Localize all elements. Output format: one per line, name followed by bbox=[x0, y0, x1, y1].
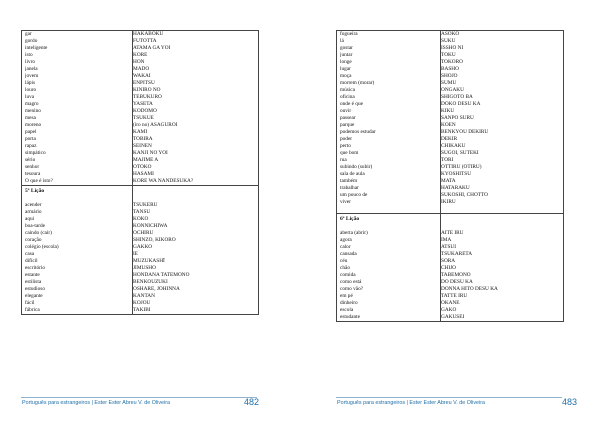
portuguese-term: casa bbox=[25, 251, 35, 257]
portuguese-term: armário bbox=[25, 209, 42, 215]
vocabulary-row bbox=[340, 178, 563, 185]
vocabulary-row bbox=[25, 300, 258, 307]
portuguese-term: como está bbox=[340, 279, 362, 285]
japanese-term: ENPITSU bbox=[133, 80, 155, 86]
japanese-term: OCHIRU bbox=[133, 230, 154, 236]
vocabulary-row bbox=[340, 286, 563, 293]
japanese-term: ATAMA GA YOI bbox=[133, 45, 171, 51]
japanese-term: GAKŌ bbox=[441, 307, 457, 313]
portuguese-term: em pé bbox=[340, 293, 353, 299]
japanese-term: IKIRU bbox=[441, 199, 456, 205]
japanese-term: TATTE IRU bbox=[441, 293, 468, 299]
portuguese-term: gostar bbox=[340, 45, 353, 51]
portuguese-term: simpático bbox=[25, 150, 46, 156]
vocabulary-row bbox=[25, 122, 258, 129]
vocabulary-row bbox=[340, 251, 563, 258]
japanese-term: ONGAKU bbox=[441, 87, 464, 93]
japanese-term: SORA bbox=[441, 258, 456, 264]
vocabulary-rows bbox=[337, 31, 563, 206]
portuguese-term: morrem (morar) bbox=[340, 80, 375, 86]
japanese-term: BENKOUZUKI bbox=[133, 279, 168, 285]
portuguese-term: luva bbox=[25, 94, 35, 100]
japanese-term: KODOMO bbox=[133, 108, 157, 114]
portuguese-term: sério bbox=[25, 157, 36, 163]
portuguese-term: coração bbox=[25, 237, 42, 243]
japanese-term: KAMI bbox=[133, 129, 148, 135]
vocabulary-row bbox=[340, 101, 563, 108]
vocabulary-rows bbox=[337, 230, 563, 321]
japanese-term: MATA bbox=[441, 178, 456, 184]
vocabulary-row bbox=[340, 307, 563, 314]
vocabulary-row bbox=[340, 192, 563, 199]
japanese-term: TŌRI bbox=[441, 157, 454, 163]
portuguese-term: estante bbox=[25, 272, 40, 278]
vocabulary-row bbox=[340, 122, 563, 129]
japanese-term: KORE WA NANDESUKA? bbox=[133, 178, 194, 184]
japanese-term: AITE IRU bbox=[441, 230, 464, 236]
vocabulary-row bbox=[25, 171, 258, 178]
vocabulary-row bbox=[25, 38, 258, 45]
vocabulary-block-continued bbox=[22, 31, 258, 185]
vocabulary-row bbox=[340, 38, 563, 45]
vocabulary-row bbox=[25, 129, 258, 136]
vocabulary-row bbox=[340, 199, 563, 206]
vocabulary-row bbox=[340, 272, 563, 279]
lesson-5-section bbox=[22, 186, 258, 314]
vocabulary-row bbox=[25, 265, 258, 272]
portuguese-term: lá bbox=[340, 38, 344, 44]
vocabulary-row bbox=[25, 251, 258, 258]
portuguese-term: fábrica bbox=[25, 307, 40, 313]
portuguese-term: chão bbox=[340, 265, 350, 271]
portuguese-term: juntar bbox=[340, 52, 353, 58]
vocabulary-row bbox=[340, 129, 563, 136]
portuguese-term: música bbox=[340, 87, 356, 93]
spacer-row bbox=[22, 195, 258, 202]
vocabulary-row bbox=[25, 272, 258, 279]
japanese-term: TSUKUE bbox=[133, 115, 154, 121]
portuguese-term: lápis bbox=[25, 80, 36, 86]
column-divider bbox=[440, 31, 441, 213]
portuguese-term: isto bbox=[25, 52, 33, 58]
japanese-term: TAKIBI bbox=[133, 307, 151, 313]
japanese-term: SHINZŌ, KIKORO bbox=[133, 237, 176, 243]
japanese-term: JIMUSHO bbox=[133, 265, 156, 271]
portuguese-term: moreno bbox=[25, 122, 42, 128]
portuguese-term: que bom bbox=[340, 150, 359, 156]
vocabulary-row bbox=[25, 216, 258, 223]
vocabulary-row bbox=[340, 143, 563, 150]
column-divider bbox=[132, 31, 133, 185]
portuguese-term: poder bbox=[340, 136, 353, 142]
vocabulary-row bbox=[340, 108, 563, 115]
vocabulary-row bbox=[25, 286, 258, 293]
portuguese-term: O que é isto? bbox=[25, 178, 53, 184]
portuguese-term: elegante bbox=[25, 293, 43, 299]
portuguese-term: colégio (escola) bbox=[25, 244, 59, 250]
japanese-term: ASOKO bbox=[441, 31, 460, 37]
portuguese-term: lugar bbox=[340, 66, 351, 72]
lesson-title: 6ª Lição bbox=[340, 216, 360, 222]
portuguese-term: porta bbox=[25, 136, 36, 142]
vocabulary-row bbox=[25, 244, 258, 251]
portuguese-term: aberta (abrir) bbox=[340, 230, 368, 236]
vocabulary-row bbox=[340, 164, 563, 171]
portuguese-term: fácil bbox=[25, 300, 35, 306]
page-number: 482 bbox=[244, 397, 260, 407]
portuguese-term: rapaz bbox=[25, 143, 37, 149]
vocabulary-row bbox=[25, 45, 258, 52]
portuguese-term: magro bbox=[25, 101, 39, 107]
japanese-term: MUZUKASHĪ bbox=[133, 258, 165, 264]
vocabulary-row bbox=[340, 150, 563, 157]
vocabulary-row bbox=[25, 279, 258, 286]
japanese-term: KANJI NO YOI bbox=[133, 150, 168, 156]
spacer-row bbox=[337, 206, 563, 213]
column-divider bbox=[440, 214, 441, 321]
vocabulary-rows bbox=[22, 202, 258, 314]
portuguese-term: longe bbox=[340, 59, 352, 65]
vocabulary-row bbox=[25, 157, 258, 164]
vocabulary-row bbox=[25, 143, 258, 150]
japanese-term: OTOKO bbox=[133, 164, 152, 170]
vocabulary-rows bbox=[22, 31, 258, 185]
vocabulary-row bbox=[340, 314, 563, 321]
vocabulary-row bbox=[340, 244, 563, 251]
portuguese-term: acender bbox=[25, 202, 42, 208]
japanese-term: KOEN bbox=[441, 122, 456, 128]
japanese-term: KOKO bbox=[133, 216, 149, 222]
vocabulary-row bbox=[340, 185, 563, 192]
vocabulary-block-continued bbox=[337, 31, 563, 213]
japanese-term: KONNICHIWA bbox=[133, 223, 168, 229]
japanese-term: IE bbox=[133, 251, 138, 257]
portuguese-term: mesa bbox=[25, 115, 36, 121]
portuguese-term: também bbox=[340, 178, 358, 184]
portuguese-term: escola bbox=[340, 307, 354, 313]
portuguese-term: gar bbox=[25, 31, 32, 37]
japanese-term: GAKUSEI bbox=[441, 314, 465, 320]
japanese-term: SUMU bbox=[441, 80, 457, 86]
footer-rule bbox=[21, 397, 257, 398]
japanese-term: TABEMONO bbox=[441, 272, 471, 278]
portuguese-term: jovem bbox=[25, 73, 39, 79]
portuguese-term: difícil bbox=[25, 258, 38, 264]
portuguese-term: subindo (subir) bbox=[340, 164, 373, 170]
portuguese-term: viver bbox=[340, 199, 351, 205]
vocabulary-row bbox=[340, 258, 563, 265]
portuguese-term: cansada bbox=[340, 251, 357, 257]
vocabulary-row bbox=[25, 223, 258, 230]
japanese-term: DŌ DESU KA bbox=[441, 279, 473, 285]
japanese-term: BENKYOU DEKIRU bbox=[441, 129, 489, 135]
japanese-term: DEKIR bbox=[441, 136, 458, 142]
vocabulary-row bbox=[25, 108, 258, 115]
vocabulary-row bbox=[25, 115, 258, 122]
japanese-term: TOBIRA bbox=[133, 136, 153, 142]
japanese-term: SUGOI, SUTEKI bbox=[441, 150, 479, 156]
japanese-term: TSUKERU bbox=[133, 202, 158, 208]
lesson-6-section bbox=[337, 214, 563, 321]
portuguese-term: como vão? bbox=[340, 286, 364, 292]
japanese-term: ISSHO NI bbox=[441, 45, 464, 51]
japanese-term: FUTOTTA bbox=[133, 38, 157, 44]
vocabulary-row bbox=[25, 31, 258, 38]
vocabulary-row bbox=[25, 52, 258, 59]
vocabulary-row bbox=[25, 258, 258, 265]
japanese-term: KIKU bbox=[441, 108, 455, 114]
japanese-term: HATARAKU bbox=[441, 185, 470, 191]
vocabulary-row bbox=[25, 209, 258, 216]
vocabulary-row bbox=[340, 265, 563, 272]
vocabulary-row bbox=[25, 202, 258, 209]
vocabulary-row bbox=[340, 300, 563, 307]
japanese-term: OKANE bbox=[441, 300, 460, 306]
japanese-term: TOKORO bbox=[441, 59, 463, 65]
portuguese-term: janela bbox=[25, 66, 38, 72]
portuguese-term: inteligente bbox=[25, 45, 48, 51]
japanese-term: HAKABOKU bbox=[133, 31, 164, 37]
japanese-term: DONNA HITO DESU KA bbox=[441, 286, 498, 292]
right-page bbox=[300, 0, 600, 424]
vocabulary-row bbox=[340, 87, 563, 94]
portuguese-term: parque bbox=[340, 122, 355, 128]
vocabulary-row bbox=[25, 150, 258, 157]
japanese-term: CHIJŌ bbox=[441, 265, 457, 271]
page-number: 483 bbox=[562, 397, 578, 407]
portuguese-term: estilista bbox=[25, 279, 42, 285]
vocabulary-row bbox=[340, 45, 563, 52]
vocabulary-row bbox=[340, 73, 563, 80]
vocabulary-row bbox=[340, 31, 563, 38]
vocabulary-row bbox=[340, 66, 563, 73]
vocabulary-row bbox=[340, 237, 563, 244]
vocabulary-row bbox=[25, 94, 258, 101]
portuguese-term: passear bbox=[340, 115, 356, 121]
vocabulary-row bbox=[340, 94, 563, 101]
japanese-term: TŌKU bbox=[441, 52, 456, 58]
vocabulary-row bbox=[25, 164, 258, 171]
portuguese-term: louro bbox=[25, 87, 37, 93]
japanese-term: TANSU bbox=[133, 209, 151, 215]
japanese-term: TEBUKURO bbox=[133, 94, 162, 100]
vocabulary-row bbox=[25, 73, 258, 80]
column-divider bbox=[132, 186, 133, 314]
japanese-term: OSHARE, JŌHINNA bbox=[133, 286, 180, 292]
japanese-term: HONDANA TATEMONO bbox=[133, 272, 190, 278]
portuguese-term: onde é que bbox=[340, 101, 363, 107]
lesson-title: 5ª Lição bbox=[25, 188, 45, 194]
vocabulary-row bbox=[340, 171, 563, 178]
japanese-term: KANTAN bbox=[133, 293, 155, 299]
portuguese-term: sala de aula bbox=[340, 171, 365, 177]
vocabulary-row bbox=[25, 230, 258, 237]
japanese-term: SHŌJO bbox=[441, 73, 458, 79]
portuguese-term: caindo (cair) bbox=[25, 230, 52, 236]
japanese-term: WAKAI bbox=[133, 73, 151, 79]
japanese-term: HON bbox=[133, 59, 145, 65]
japanese-term: KINIRO NO bbox=[133, 87, 161, 93]
portuguese-term: tesoura bbox=[25, 171, 41, 177]
japanese-term: MADO bbox=[133, 66, 150, 72]
portuguese-term: senhor bbox=[25, 164, 40, 170]
vocabulary-row bbox=[25, 59, 258, 66]
japanese-term: SANPO SURU bbox=[441, 115, 474, 121]
japanese-term: MAJIME A bbox=[133, 157, 159, 163]
japanese-term: SUKOSHI, CHOTTO bbox=[441, 192, 488, 198]
portuguese-term: calor bbox=[340, 244, 351, 250]
footer-rule bbox=[336, 397, 562, 398]
japanese-term: HASAMI bbox=[133, 171, 154, 177]
vocabulary-row bbox=[340, 115, 563, 122]
vocabulary-row bbox=[25, 80, 258, 87]
vocabulary-row bbox=[340, 59, 563, 66]
portuguese-term: fogueira bbox=[340, 31, 358, 37]
japanese-term: KOJOU bbox=[133, 300, 151, 306]
vocabulary-row bbox=[25, 66, 258, 73]
portuguese-term: papel bbox=[25, 129, 37, 135]
japanese-term: IMA bbox=[441, 237, 452, 243]
portuguese-term: rua bbox=[340, 157, 347, 163]
japanese-term: KORE bbox=[133, 52, 148, 58]
japanese-term: ATSUI bbox=[441, 244, 457, 250]
portuguese-term: moça bbox=[340, 73, 352, 79]
japanese-term: DOKO DESU KA bbox=[441, 101, 481, 107]
portuguese-term: céu bbox=[340, 258, 348, 264]
footer-text: Português para estrangeiros | Ester Ester Abreu V. de Oliveira bbox=[337, 400, 486, 406]
portuguese-term: perto bbox=[340, 143, 351, 149]
japanese-term: KYŌSHITSU bbox=[441, 171, 472, 177]
vocabulary-row bbox=[25, 136, 258, 143]
portuguese-term: ouvir bbox=[340, 108, 352, 114]
portuguese-term: boa-tarde bbox=[25, 223, 45, 229]
vocabulary-row bbox=[340, 157, 563, 164]
footer-text: Português para estrangeiros | Ester Ester Abreu V. de Oliveira bbox=[22, 400, 171, 406]
japanese-term: GAKKŌ bbox=[133, 244, 153, 250]
portuguese-term: trabalhar bbox=[340, 185, 359, 191]
vocabulary-table-left bbox=[21, 30, 259, 315]
portuguese-term: gordo bbox=[25, 38, 38, 44]
japanese-term: CHIKAKU bbox=[441, 143, 466, 149]
japanese-term: BASHO bbox=[441, 66, 459, 72]
japanese-term: SEINEN bbox=[133, 143, 152, 149]
portuguese-term: podemos estudar bbox=[340, 129, 376, 135]
vocabulary-row bbox=[340, 279, 563, 286]
japanese-term: TSUKARETA bbox=[441, 251, 473, 257]
vocabulary-row bbox=[25, 87, 258, 94]
portuguese-term: estudioso bbox=[25, 286, 46, 292]
vocabulary-row bbox=[340, 136, 563, 143]
vocabulary-row bbox=[25, 101, 258, 108]
portuguese-term: menino bbox=[25, 108, 41, 114]
portuguese-term: estudante bbox=[340, 314, 361, 320]
japanese-term: SUKU bbox=[441, 38, 456, 44]
japanese-term: YASETA bbox=[133, 101, 153, 107]
vocabulary-row bbox=[25, 237, 258, 244]
portuguese-term: agora bbox=[340, 237, 352, 243]
vocabulary-row bbox=[340, 293, 563, 300]
vocabulary-row bbox=[25, 307, 258, 314]
portuguese-term: livro bbox=[25, 59, 36, 65]
spacer-row bbox=[337, 223, 563, 230]
portuguese-term: um pouco de bbox=[340, 192, 368, 198]
vocabulary-row bbox=[25, 178, 258, 185]
japanese-term: SHIGOTO BA bbox=[441, 94, 473, 100]
vocabulary-table-right bbox=[336, 30, 564, 322]
portuguese-term: oficina bbox=[340, 94, 355, 100]
japanese-term: OTTIRU (OTIRU) bbox=[441, 164, 482, 170]
vocabulary-row bbox=[340, 80, 563, 87]
vocabulary-row bbox=[340, 230, 563, 237]
portuguese-term: escritório bbox=[25, 265, 46, 271]
japanese-term: (iro no) ASAGUROI bbox=[133, 122, 178, 128]
vocabulary-row bbox=[340, 52, 563, 59]
portuguese-term: dinheiro bbox=[340, 300, 358, 306]
portuguese-term: aqui bbox=[25, 216, 35, 222]
vocabulary-row bbox=[25, 293, 258, 300]
portuguese-term: comida bbox=[340, 272, 356, 278]
